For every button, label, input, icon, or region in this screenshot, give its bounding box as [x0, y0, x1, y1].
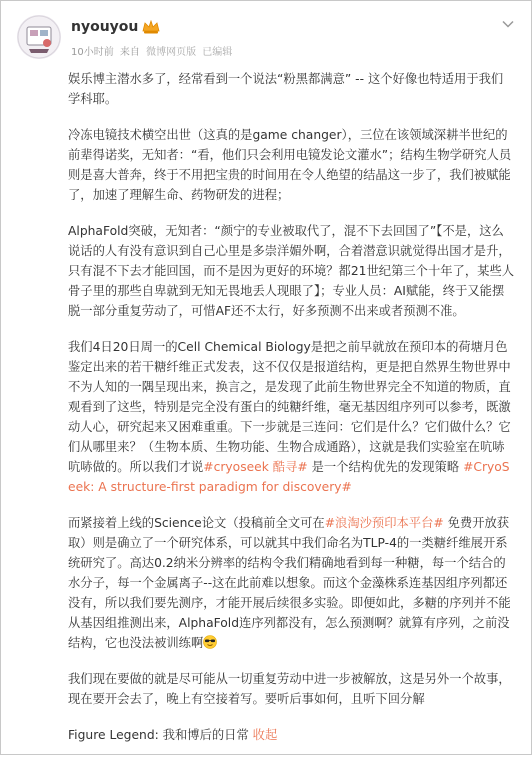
topic-tag-cryoseek[interactable]: #cryoseek 酷寻#: [203, 460, 308, 474]
post-content: [68, 69, 515, 761]
post-source: 微博网页版: [146, 47, 197, 58]
user-avatar-image: [17, 15, 61, 59]
paragraph-3: AlphaFold突破，无知者：“颜宁的专业被取代了，混不下去回国了”【不是，这么说话的人有没有意识到自己心里是多崇洋媚外啊，合着潜意识就觉得出国才是升，只有混不下去才能回国，而不是因为更好的环境？都21世纪第三个十年了，某些人骨子里的那些自卑就到无知无畏地丢人现眼了】；专业人员：AI赋能，终于又能摆脱一部分重复劳动了，可惜AF还不太行，好多预测不出来或者预测不准。: [68, 224, 515, 318]
cool-sunglasses-emoji: [203, 635, 217, 649]
post-header: [15, 13, 519, 61]
figure-legend-text: Figure Legend: 我和博后的日常: [68, 728, 253, 742]
username[interactable]: [71, 19, 160, 35]
source-prefix: 来自: [119, 47, 140, 58]
chevron-down-icon[interactable]: [501, 17, 515, 31]
paragraph-5-text-b: 免费开放获取）则是确立了一个研究体系，可以就其中我们命名为TLP-4的一类糖纤维展开系统研究了。高达0.2纳米分辨率的结构令我们精确地看到每一种糖，每一个结合的水分子，每一个金属离子--这在此前难以想象。而这个金藻株系连基因组序列都还没有，所以我们要先测序，才能开展后续很多实验。即便如此，多糖的序列并不能从基因组推测出来，AlphaFold连序列都没有，怎么预测啊？就算有序列，之前没结构，它也没法被训练啊: [68, 516, 511, 650]
avatar[interactable]: [17, 15, 61, 59]
paragraph-4-text-a: 我们4日20日周一的Cell Chemical Biology是把之前早就放在预印本的荷塘月色鉴定出来的若干糖纤维正式发表，这不仅仅是报道结构，更是把自然界生物世界中不为人知的一隅呈现出来，换言之，是发现了此前生物世界完全不知道的物质，直观看到了这些，特别是完全没有蛋白的纯糖纤维，毫无基因组序列可以参考，既激动人心，研究起来又困难重重。下一步就是三连问：它们是什么？它们做什么？它们从哪里来？（生物本质、生物功能、生物合成通路），这就是我们实验室在吭哧吭哧做的。所以我们才说: [68, 340, 511, 474]
vip-crown-icon: [142, 20, 160, 34]
paragraph-2: 冷冻电镜技术横空出世（这真的是game changer），三位在该领域深耕半世纪的前辈得诺奖，无知者：“看，他们只会利用电镜发论文灌水”；结构生物学研究人员则是喜大普奔，终于不用把宝贵的时间用在令人绝望的结晶这一步了，我们被赋能了，加速了理解生命、药物研发的进程；: [68, 128, 512, 202]
topic-tag-preprint-platform[interactable]: #浪淘沙预印本平台#: [324, 516, 444, 530]
paragraph-1: 娱乐博主潜水多了，经常看到一个说法“粉黑都满意” -- 这个好像也特适用于我们学科耶。: [68, 72, 504, 106]
paragraph-4: [68, 337, 515, 497]
collapse-link[interactable]: 收起: [252, 728, 278, 742]
figure-legend: [68, 725, 515, 745]
edited-label[interactable]: 已编辑: [202, 47, 233, 58]
post-time[interactable]: 10小时前: [71, 47, 114, 58]
post-meta: [71, 43, 235, 58]
paragraph-5: [68, 513, 515, 653]
paragraph-6: 我们现在要做的就是尽可能从一切重复劳动中进一步被解放，这是另外一个故事，现在要开会去了，晚上有空接着写。要听后事如何，且听下回分解: [68, 672, 511, 706]
username-text[interactable]: nyouyou: [71, 19, 139, 35]
paragraph-4-text-b: 是一个结构优先的发现策略: [307, 460, 464, 474]
topic-tag-cryoseek-paradigm[interactable]: #CryoSeek: A structure-first paradigm for discovery#: [68, 460, 510, 494]
paragraph-5-text-a: 而紧接着上线的Science论文（投稿前全文可在: [68, 516, 325, 530]
